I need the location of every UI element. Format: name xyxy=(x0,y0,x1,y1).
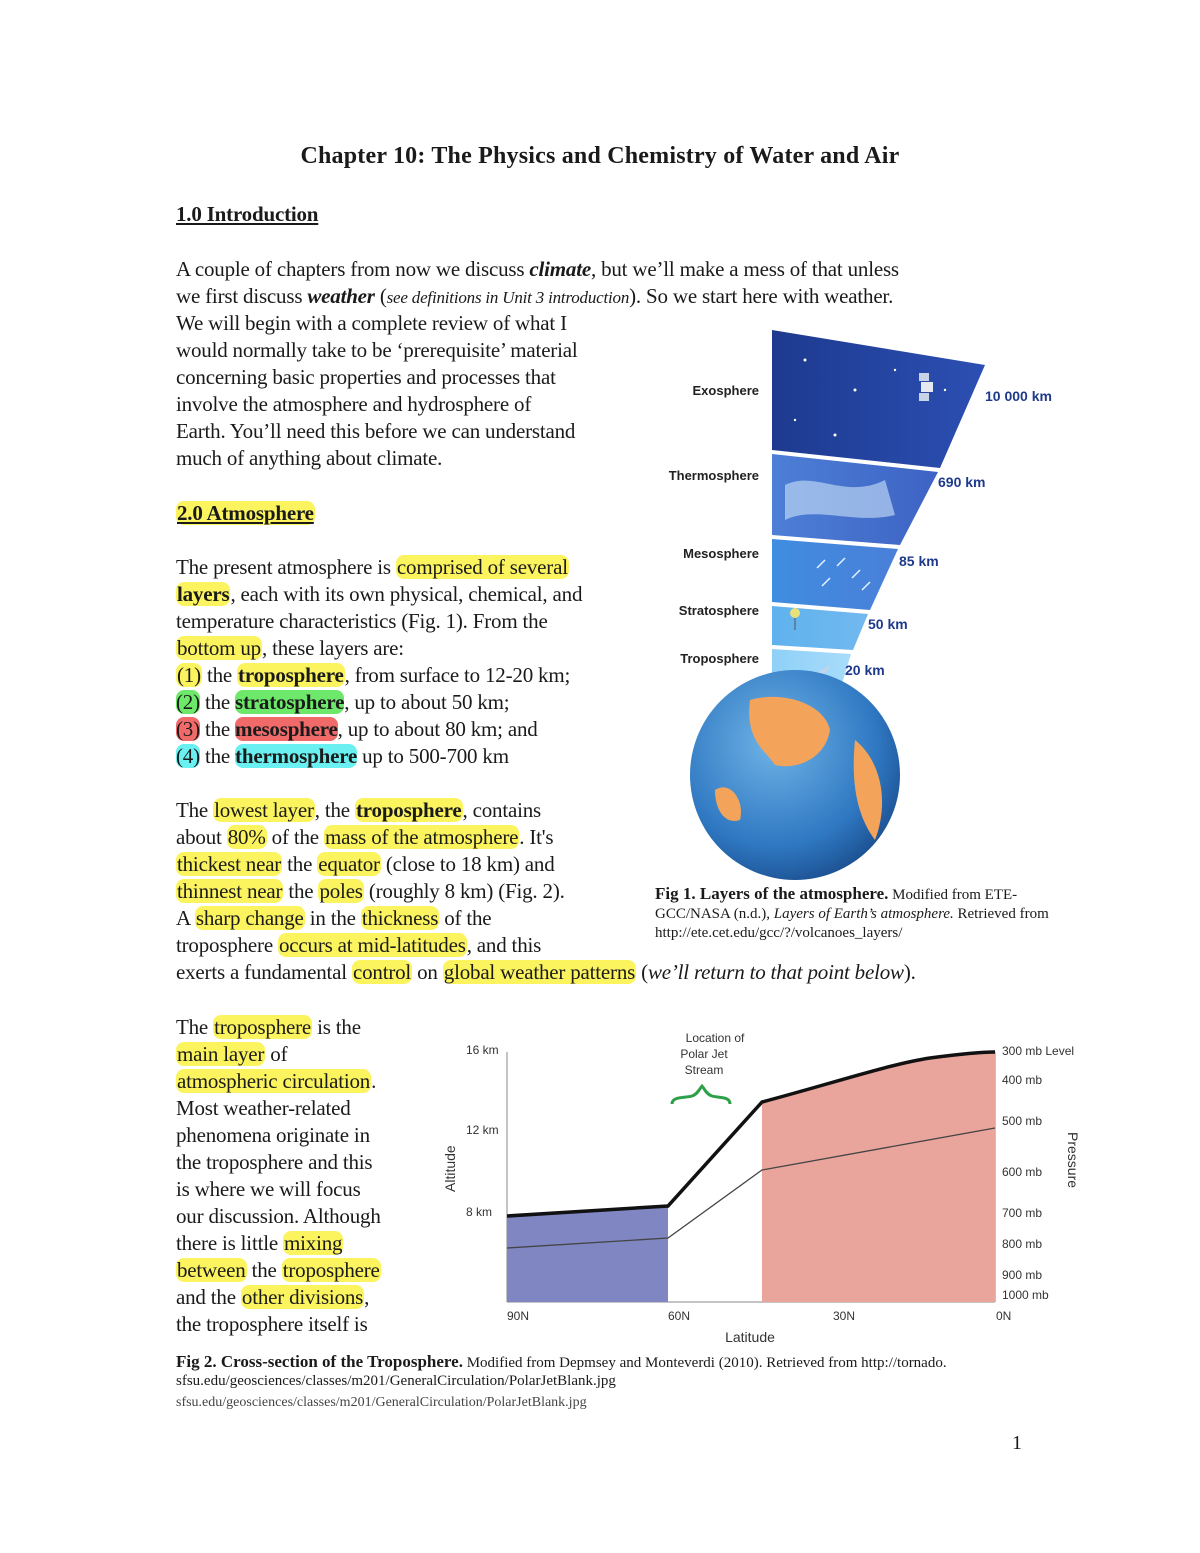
tropo-line-6: troposphere occurs at mid-latitudes, and this xyxy=(176,933,542,957)
km-label-10000: 10 000 km xyxy=(985,388,1052,404)
layer-label-exosphere: Exosphere xyxy=(692,383,759,398)
pressure-tick-500: 500 mb xyxy=(1002,1114,1043,1128)
atm-line-2: layers, each with its own physical, chemical, and xyxy=(177,582,583,606)
atm-line-3: temperature characteristics (Fig. 1). From the xyxy=(176,609,548,633)
pressure-tick-900: 900 mb xyxy=(1002,1268,1043,1282)
page-title: Chapter 10: The Physics and Chemistry of Water and Air xyxy=(300,143,900,169)
intro-line-1: A couple of chapters from now we discuss climate, but we’ll make a mess of that unless xyxy=(176,257,899,281)
pressure-tick-700: 700 mb xyxy=(1002,1206,1043,1220)
layer-item-thermosphere: (4) the thermosphere up to 500-700 km xyxy=(176,744,509,768)
polar-jet-bracket xyxy=(672,1086,730,1104)
intro-line-7: Earth. You’ll need this before we can understand xyxy=(176,419,576,443)
y-tick-12km: 12 km xyxy=(466,1123,499,1137)
x-tick-30n: 30N xyxy=(833,1309,856,1323)
page-number: 1 xyxy=(1012,1432,1022,1454)
circ-line-3: atmospheric circulation. xyxy=(177,1069,377,1093)
mesosphere-band xyxy=(772,539,898,610)
fig2-caption-line-1: Fig 2. Cross-section of the Troposphere. Modified from Depmsey and Monteverdi (2010). Retrieved from http://tornado. xyxy=(176,1352,947,1371)
circ-line-1: The troposphere is the xyxy=(176,1015,361,1039)
tropical-region-fill xyxy=(762,1052,995,1302)
layer-label-thermosphere: Thermosphere xyxy=(668,468,759,483)
intro-line-3: We will begin with a complete review of what I xyxy=(176,311,567,335)
jet-annotation-line-1: Location of xyxy=(685,1031,745,1045)
fig1-caption-line-1: Fig 1. Layers of the atmosphere. Modified from ETE- xyxy=(655,884,1018,903)
layer-label-stratosphere: Stratosphere xyxy=(678,603,759,618)
circ-line-5: phenomena originate in xyxy=(176,1123,370,1147)
circ-line-4: Most weather-related xyxy=(176,1096,351,1120)
pressure-tick-400: 400 mb xyxy=(1002,1073,1043,1087)
circ-line-2: main layer of xyxy=(177,1042,288,1066)
pressure-axis-label: Pressure xyxy=(1065,1132,1081,1189)
circ-line-7: is where we will focus xyxy=(176,1177,361,1201)
y-tick-8km: 8 km xyxy=(466,1205,493,1219)
circ-line-9: there is little mixing xyxy=(176,1231,343,1255)
layer-item-mesosphere: (3) the mesosphere, up to about 80 km; and xyxy=(176,717,538,741)
fig1-caption-line-2: GCC/NASA (n.d.), Layers of Earth’s atmosphere. Retrieved from xyxy=(655,906,1049,922)
tropo-line-1: The lowest layer, the troposphere, contains xyxy=(176,798,541,822)
intro-line-5: concerning basic properties and processes that xyxy=(176,365,556,389)
km-label-85: 85 km xyxy=(899,553,939,569)
fig1-caption-line-3: http://ete.cet.edu/gcc/?/volcanoes_layers/ xyxy=(655,925,903,941)
x-tick-90n: 90N xyxy=(507,1309,530,1323)
y-tick-16km: 16 km xyxy=(466,1043,499,1057)
figure-troposphere-cross-section xyxy=(430,1022,1090,1352)
balloon-icon xyxy=(790,608,800,618)
section-heading-atmosphere: 2.0 Atmosphere xyxy=(177,501,314,525)
layer-item-stratosphere: (2) the stratosphere, up to about 50 km; xyxy=(176,690,510,714)
atm-line-4: bottom up, these layers are: xyxy=(177,636,404,660)
x-tick-0n: 0N xyxy=(996,1309,1012,1323)
intro-line-6: involve the atmosphere and hydrosphere of xyxy=(176,392,532,416)
circ-line-12: the troposphere itself is xyxy=(176,1312,368,1336)
pressure-tick-800: 800 mb xyxy=(1002,1237,1043,1251)
pressure-tick-300: 300 mb Level xyxy=(1002,1044,1075,1058)
y-axis-label: Altitude xyxy=(442,1145,458,1192)
section-heading-introduction: 1.0 Introduction xyxy=(176,202,319,226)
jet-annotation-line-2: Polar Jet xyxy=(680,1047,728,1061)
tropo-line-2: about 80% of the mass of the atmosphere. It's xyxy=(176,825,554,849)
exosphere-band xyxy=(772,330,985,468)
km-label-50: 50 km xyxy=(868,616,908,632)
figure-atmosphere-layers xyxy=(655,320,1075,880)
x-axis-label: Latitude xyxy=(725,1329,775,1345)
circ-line-8: our discussion. Although xyxy=(176,1204,381,1228)
fig2-caption-line-3: sfsu.edu/geosciences/classes/m201/GeneralCirculation/PolarJetBlank.jpg xyxy=(176,1395,587,1410)
intro-line-8: much of anything about climate. xyxy=(176,446,443,470)
km-label-20: 20 km xyxy=(845,662,885,678)
km-label-690: 690 km xyxy=(938,474,986,490)
intro-line-2: we first discuss weather (see definitions in Unit 3 introduction). So we start here with weather. xyxy=(176,284,894,308)
tropo-line-4: thinnest near the poles (roughly 8 km) (Fig. 2). xyxy=(177,879,565,903)
pressure-tick-1000: 1000 mb xyxy=(1002,1288,1049,1302)
tropo-line-5: A sharp change in the thickness of the xyxy=(176,906,492,930)
circ-line-10: between the troposphere xyxy=(177,1258,380,1282)
jet-annotation-line-3: Stream xyxy=(684,1063,724,1077)
stratosphere-band xyxy=(772,606,868,650)
polar-region-fill xyxy=(507,1206,668,1302)
circ-line-11: and the other divisions, xyxy=(176,1285,370,1309)
atm-line-1: The present atmosphere is comprised of several xyxy=(176,555,568,579)
layer-label-mesosphere: Mesosphere xyxy=(683,546,759,561)
circ-line-6: the troposphere and this xyxy=(176,1150,373,1174)
x-tick-60n: 60N xyxy=(668,1309,691,1323)
layer-item-troposphere: (1) the troposphere, from surface to 12-20 km; xyxy=(177,663,571,687)
pressure-tick-600: 600 mb xyxy=(1002,1165,1043,1179)
tropo-line-3: thickest near the equator (close to 18 km) and xyxy=(177,852,555,876)
tropo-line-7: exerts a fundamental control on global weather patterns (we’ll return to that point below). xyxy=(176,960,916,984)
fig2-caption-line-2: sfsu.edu/geosciences/classes/m201/GeneralCirculation/PolarJetBlank.jpg xyxy=(176,1373,616,1389)
intro-line-4: would normally take to be ‘prerequisite’ material xyxy=(176,338,578,362)
layer-label-troposphere: Troposphere xyxy=(680,651,759,666)
